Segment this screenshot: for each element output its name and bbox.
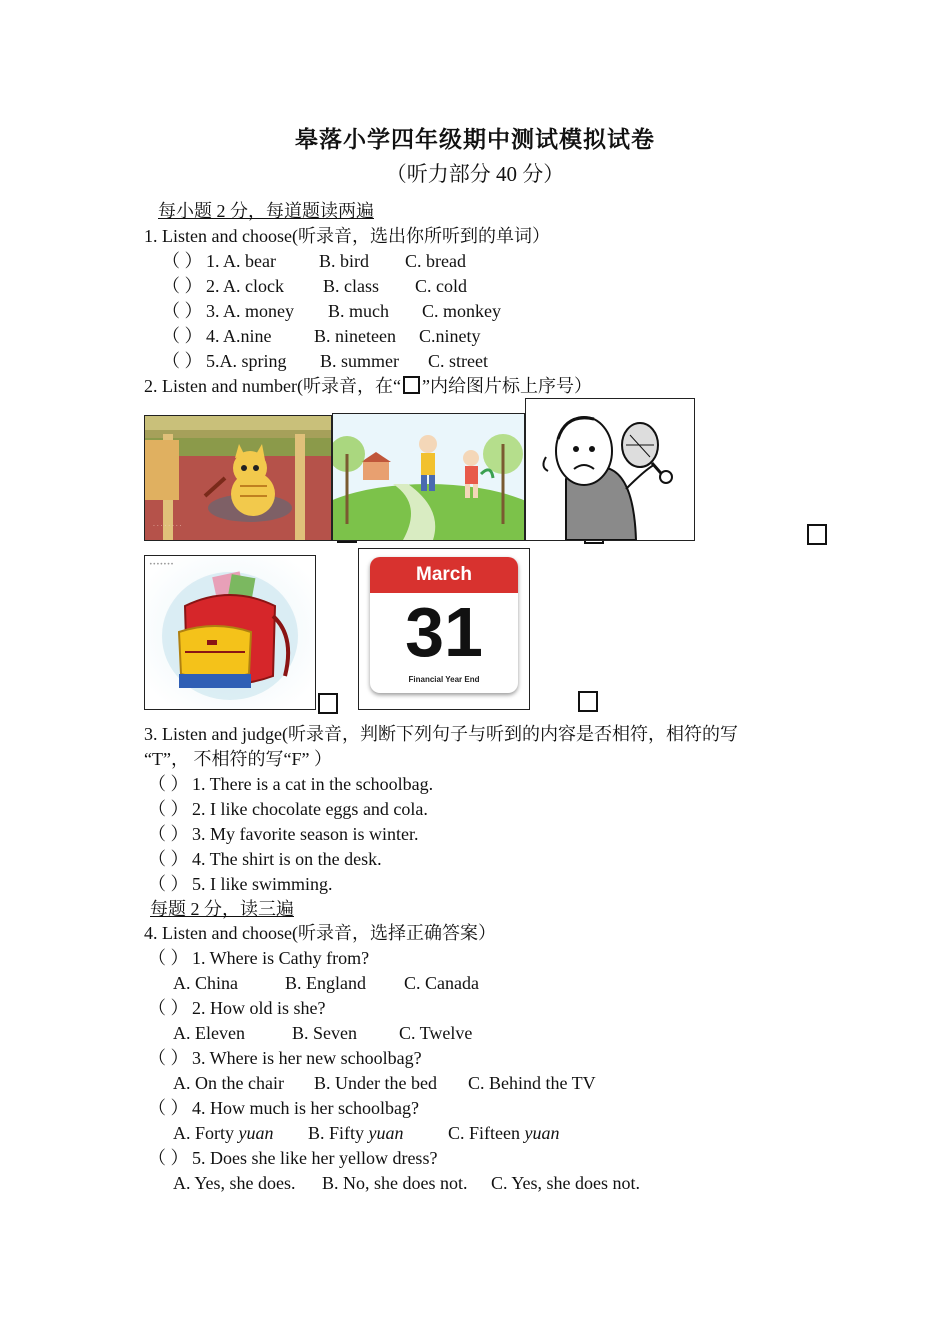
answer-paren[interactable]: （ ） xyxy=(148,799,189,819)
picture-kids-planting xyxy=(332,413,525,541)
picture-cat-under-table xyxy=(144,415,332,541)
s1-item-5 xyxy=(162,349,488,373)
option-b: B. much xyxy=(328,301,389,321)
option-a: 2. A. clock xyxy=(206,276,284,296)
option-a: 4. A.nine xyxy=(206,326,272,346)
option-c: C. Twelve xyxy=(399,1023,473,1043)
page-subtitle: （听力部分 40 分） xyxy=(385,162,565,186)
answer-paren[interactable]: （ ） xyxy=(162,301,203,321)
picture-schoolbag xyxy=(144,555,316,710)
statement: 2. I like chocolate eggs and cola. xyxy=(192,799,428,819)
option-b: B. Fifty yuan xyxy=(308,1123,404,1143)
number-box-5[interactable] xyxy=(578,691,598,712)
option-b: B. class xyxy=(323,276,379,296)
calendar-caption: Financial Year End xyxy=(408,675,480,684)
option-b: B. Under the bed xyxy=(314,1073,437,1093)
option-b: B. England xyxy=(285,973,366,993)
answer-paren[interactable]: （ ） xyxy=(162,326,203,346)
statement: 4. The shirt is on the desk. xyxy=(192,849,382,869)
section-2-heading: 2. Listen and number(听录音，在“ ”内给图片标上序号） xyxy=(144,376,592,396)
s4-options-5 xyxy=(173,1171,641,1195)
s4-question-1 xyxy=(148,946,370,970)
question-text: 1. Where is Cathy from? xyxy=(192,948,370,968)
option-c: C. Fifteen yuan xyxy=(448,1123,560,1143)
answer-paren[interactable]: （ ） xyxy=(162,276,203,296)
option-c: C. Canada xyxy=(404,973,479,993)
option-b: B. summer xyxy=(320,351,399,371)
option-a: A. Forty yuan xyxy=(173,1123,274,1143)
option-a: A. Yes, she does. xyxy=(173,1173,296,1193)
s4-options-1 xyxy=(173,971,479,995)
s4-options-2 xyxy=(173,1021,473,1045)
answer-paren[interactable]: （ ） xyxy=(148,998,189,1018)
answer-paren[interactable]: （ ） xyxy=(148,1098,189,1118)
option-c: C. cold xyxy=(415,276,467,296)
answer-paren[interactable]: （ ） xyxy=(148,849,189,869)
question-text: 4. How much is her schoolbag? xyxy=(192,1098,419,1118)
calendar-day: 31 xyxy=(405,593,483,671)
picture-calendar xyxy=(358,548,530,710)
svg-text:•••••••: ••••••• xyxy=(149,561,174,568)
answer-paren[interactable]: （ ） xyxy=(162,351,203,371)
picture-hot-man-fan xyxy=(525,398,695,541)
answer-paren[interactable]: （ ） xyxy=(148,874,189,894)
page-title: 皋落小学四年级期中测试模拟试卷 xyxy=(295,127,655,152)
statement: 1. There is a cat in the schoolbag. xyxy=(192,774,434,794)
question-text: 5. Does she like her yellow dress? xyxy=(192,1148,438,1168)
option-a: A. Eleven xyxy=(173,1023,245,1043)
answer-paren[interactable]: （ ） xyxy=(148,1148,189,1168)
statement: 3. My favorite season is winter. xyxy=(192,824,419,844)
section-3-heading: 3. Listen and judge(听录音，判断下列句子与听到的内容是否相符，相符的写 xyxy=(144,724,738,744)
option-c: C. bread xyxy=(405,251,466,271)
answer-paren[interactable]: （ ） xyxy=(148,824,189,844)
statement: 5. I like swimming. xyxy=(192,874,333,894)
number-box-4[interactable] xyxy=(318,693,338,714)
option-b: B. bird xyxy=(319,251,370,271)
option-a: A. On the chair xyxy=(173,1073,284,1093)
calendar-month: March xyxy=(370,557,518,593)
s1-item-3 xyxy=(162,299,501,323)
question-text: 2. How old is she? xyxy=(192,998,326,1018)
option-a: A. China xyxy=(173,973,238,993)
option-c: C. Yes, she does not. xyxy=(491,1173,641,1193)
s1-item-2 xyxy=(162,274,467,298)
s4-question-3 xyxy=(148,1046,422,1070)
answer-paren[interactable]: （ ） xyxy=(148,1048,189,1068)
s1-item-1 xyxy=(162,249,466,273)
s4-question-4 xyxy=(148,1096,419,1120)
section-4-heading: 4. Listen and choose(听录音，选择正确答案） xyxy=(144,923,496,943)
option-c: C. monkey xyxy=(422,301,501,321)
answer-paren[interactable]: （ ） xyxy=(162,251,203,271)
s4-question-2 xyxy=(148,996,326,1020)
scoring-note-2: 每题 2 分，读三遍 xyxy=(150,899,294,919)
option-c: C. Behind the TV xyxy=(468,1073,596,1093)
option-a: 1. A. bear xyxy=(206,251,276,271)
section-3-heading-cont: “T”， 不相符的写“F” ） xyxy=(144,749,332,769)
s3-item-5 xyxy=(148,872,333,896)
number-box-3[interactable] xyxy=(807,524,827,545)
number-box-icon xyxy=(403,376,420,394)
option-b: B. Seven xyxy=(292,1023,357,1043)
s4-options-3 xyxy=(173,1071,596,1095)
option-b: B. nineteen xyxy=(314,326,396,346)
answer-paren[interactable]: （ ） xyxy=(148,948,189,968)
answer-paren[interactable]: （ ） xyxy=(148,774,189,794)
s4-question-5 xyxy=(148,1146,438,1170)
s3-item-2 xyxy=(148,797,428,821)
svg-text:· · · · · · · ·: · · · · · · · · xyxy=(153,523,182,530)
option-c: C. street xyxy=(428,351,488,371)
s1-item-4 xyxy=(162,324,481,348)
s3-item-3 xyxy=(148,822,419,846)
section-1-heading: 1. Listen and choose(听录音，选出你所听到的单词） xyxy=(144,226,550,246)
option-a: 5.A. spring xyxy=(206,351,287,371)
option-b: B. No, she does not. xyxy=(322,1173,468,1193)
s3-item-1 xyxy=(148,772,434,796)
calendar-page xyxy=(370,557,518,693)
s3-item-4 xyxy=(148,847,382,871)
scoring-note-1: 每小题 2 分，每道题读两遍 xyxy=(158,201,374,221)
question-text: 3. Where is her new schoolbag? xyxy=(192,1048,422,1068)
option-a: 3. A. money xyxy=(206,301,294,321)
s4-options-4 xyxy=(173,1121,560,1145)
option-c: C.ninety xyxy=(419,326,481,346)
